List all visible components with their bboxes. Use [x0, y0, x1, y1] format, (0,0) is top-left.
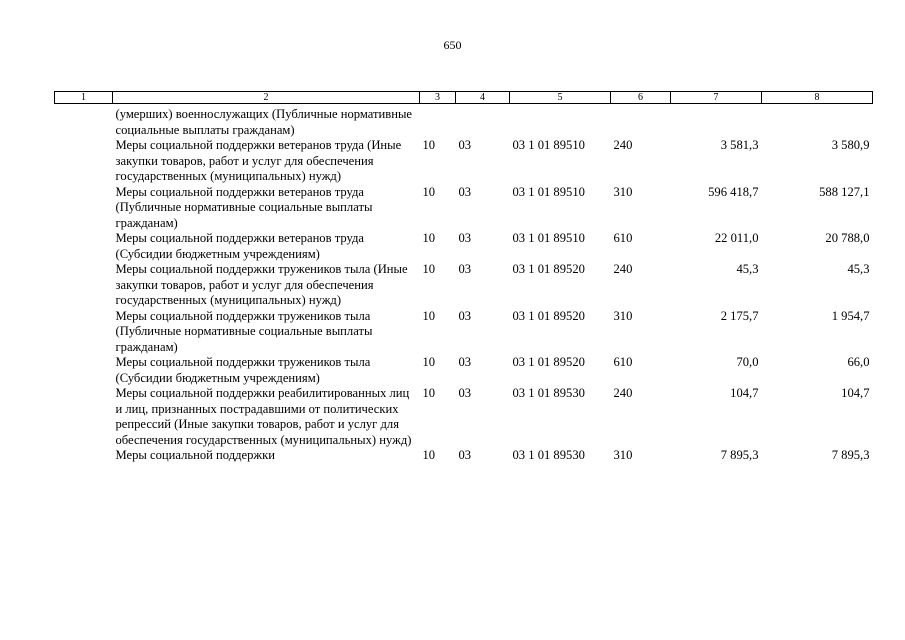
row-value-col8: 1 954,7 [831, 308, 870, 323]
row-value-col7: 7 895,3 [720, 448, 759, 462]
row-value-col7: 104,7 [730, 386, 759, 400]
row-value-col7: 3 581,3 [720, 138, 759, 152]
row-article: 03 1 01 89520 [512, 355, 585, 369]
row-name: Меры социальной поддержки тружеников тыла (Субсидии бюджетным учреждениям) [115, 355, 371, 385]
row-value-col8: 3 580,9 [831, 138, 870, 152]
row-section: 10 [422, 448, 436, 462]
column-header: 2 [113, 92, 420, 104]
row-value-col8: 20 788,0 [825, 231, 870, 245]
row-value-col8: 66,0 [847, 355, 870, 369]
row-name: Меры социальной поддержки ветеранов труда (Публичные нормативные социальные выплаты гражданам) [115, 184, 373, 230]
row-article: 03 1 01 89530 [512, 386, 585, 400]
table-row [55, 231, 873, 262]
row-article: 03 1 01 89510 [512, 138, 585, 152]
row-value-col7: 2 175,7 [720, 308, 759, 323]
row-value-col7: 45,3 [736, 262, 759, 276]
column-number-header [55, 92, 873, 104]
row-section: 10 [422, 231, 436, 245]
row-spacer [55, 185, 113, 232]
row-expense-type [611, 104, 671, 139]
row-name: Меры социальной поддержки [115, 448, 275, 462]
row-section: 10 [422, 262, 436, 276]
row-spacer [55, 138, 113, 185]
row-article: 03 1 01 89510 [512, 184, 585, 199]
row-name: Меры социальной поддержки ветеранов труда (Субсидии бюджетным учреждениям) [115, 231, 364, 261]
page-number: 650 [443, 38, 462, 52]
row-section: 10 [422, 355, 436, 369]
row-article: 03 1 01 89530 [512, 448, 585, 462]
row-expense-type: 610 [613, 355, 633, 369]
table-row [55, 386, 873, 448]
row-name: Меры социальной поддержки тружеников тыла (Иные закупки товаров, работ и услуг для обеспечения государственных (муниципальных) нужд) [115, 262, 408, 307]
row-article: 03 1 01 89510 [512, 231, 585, 245]
table-body [55, 104, 873, 464]
column-header: 5 [510, 92, 611, 104]
row-subsection: 03 [458, 308, 472, 323]
row-subsection: 03 [458, 184, 472, 199]
row-value-col8: 45,3 [847, 262, 870, 276]
row-spacer [55, 231, 113, 262]
column-header: 6 [611, 92, 671, 104]
row-value-col8: 7 895,3 [831, 448, 870, 462]
table-row [55, 104, 873, 139]
row-expense-type: 240 [613, 386, 633, 400]
row-spacer [55, 309, 113, 356]
row-name: (умерших) военнослужащих (Публичные нормативные социальные выплаты гражданам) [115, 107, 413, 137]
row-subsection [456, 104, 510, 139]
row-article: 03 1 01 89520 [512, 308, 585, 323]
row-spacer [55, 104, 113, 139]
row-value-col7: 596 418,7 [708, 184, 759, 199]
row-section: 10 [422, 308, 436, 323]
row-expense-type: 310 [613, 184, 633, 199]
row-expense-type: 610 [613, 231, 633, 245]
column-header: 4 [456, 92, 510, 104]
row-value-col8: 588 127,1 [819, 184, 870, 199]
row-expense-type: 240 [613, 138, 633, 152]
table-row [55, 185, 873, 232]
row-subsection: 03 [458, 262, 472, 276]
row-value-col7: 70,0 [736, 355, 759, 369]
row-subsection: 03 [458, 231, 472, 245]
row-value-col7 [671, 104, 762, 139]
row-name: Меры социальной поддержки тружеников тыла (Публичные нормативные социальные выплаты гражданам) [115, 308, 373, 354]
budget-table [54, 91, 873, 464]
row-value-col8: 104,7 [841, 386, 870, 400]
row-subsection: 03 [458, 448, 472, 462]
row-section: 10 [422, 184, 436, 199]
row-article: 03 1 01 89520 [512, 262, 585, 276]
column-header: 8 [762, 92, 873, 104]
row-subsection: 03 [458, 386, 472, 400]
row-article [510, 104, 611, 139]
table-row [55, 262, 873, 309]
table-row [55, 138, 873, 185]
row-value-col7: 22 011,0 [714, 231, 759, 245]
row-subsection: 03 [458, 138, 472, 152]
row-section [420, 104, 456, 139]
row-spacer [55, 355, 113, 386]
row-spacer [55, 262, 113, 309]
row-subsection: 03 [458, 355, 472, 369]
column-header: 1 [55, 92, 113, 104]
row-name: Меры социальной поддержки ветеранов труда (Иные закупки товаров, работ и услуг для обеспечения государственных (муниципальных) нужд) [115, 138, 402, 183]
row-spacer [55, 448, 113, 464]
column-header: 3 [420, 92, 456, 104]
row-expense-type: 240 [613, 262, 633, 276]
row-section: 10 [422, 138, 436, 152]
table-row [55, 355, 873, 386]
row-value-col8 [762, 104, 873, 139]
row-section: 10 [422, 386, 436, 400]
table-row [55, 309, 873, 356]
row-name: Меры социальной поддержки реабилитированных лиц и лиц, признанных пострадавшими от политических репрессий (Иные закупки товаров, работ и услуг для обеспечения государственных (муниципальных) нужд) [115, 386, 412, 447]
row-expense-type: 310 [613, 308, 633, 323]
row-expense-type: 310 [613, 448, 633, 462]
row-spacer [55, 386, 113, 448]
column-header: 7 [671, 92, 762, 104]
table-row [55, 448, 873, 464]
